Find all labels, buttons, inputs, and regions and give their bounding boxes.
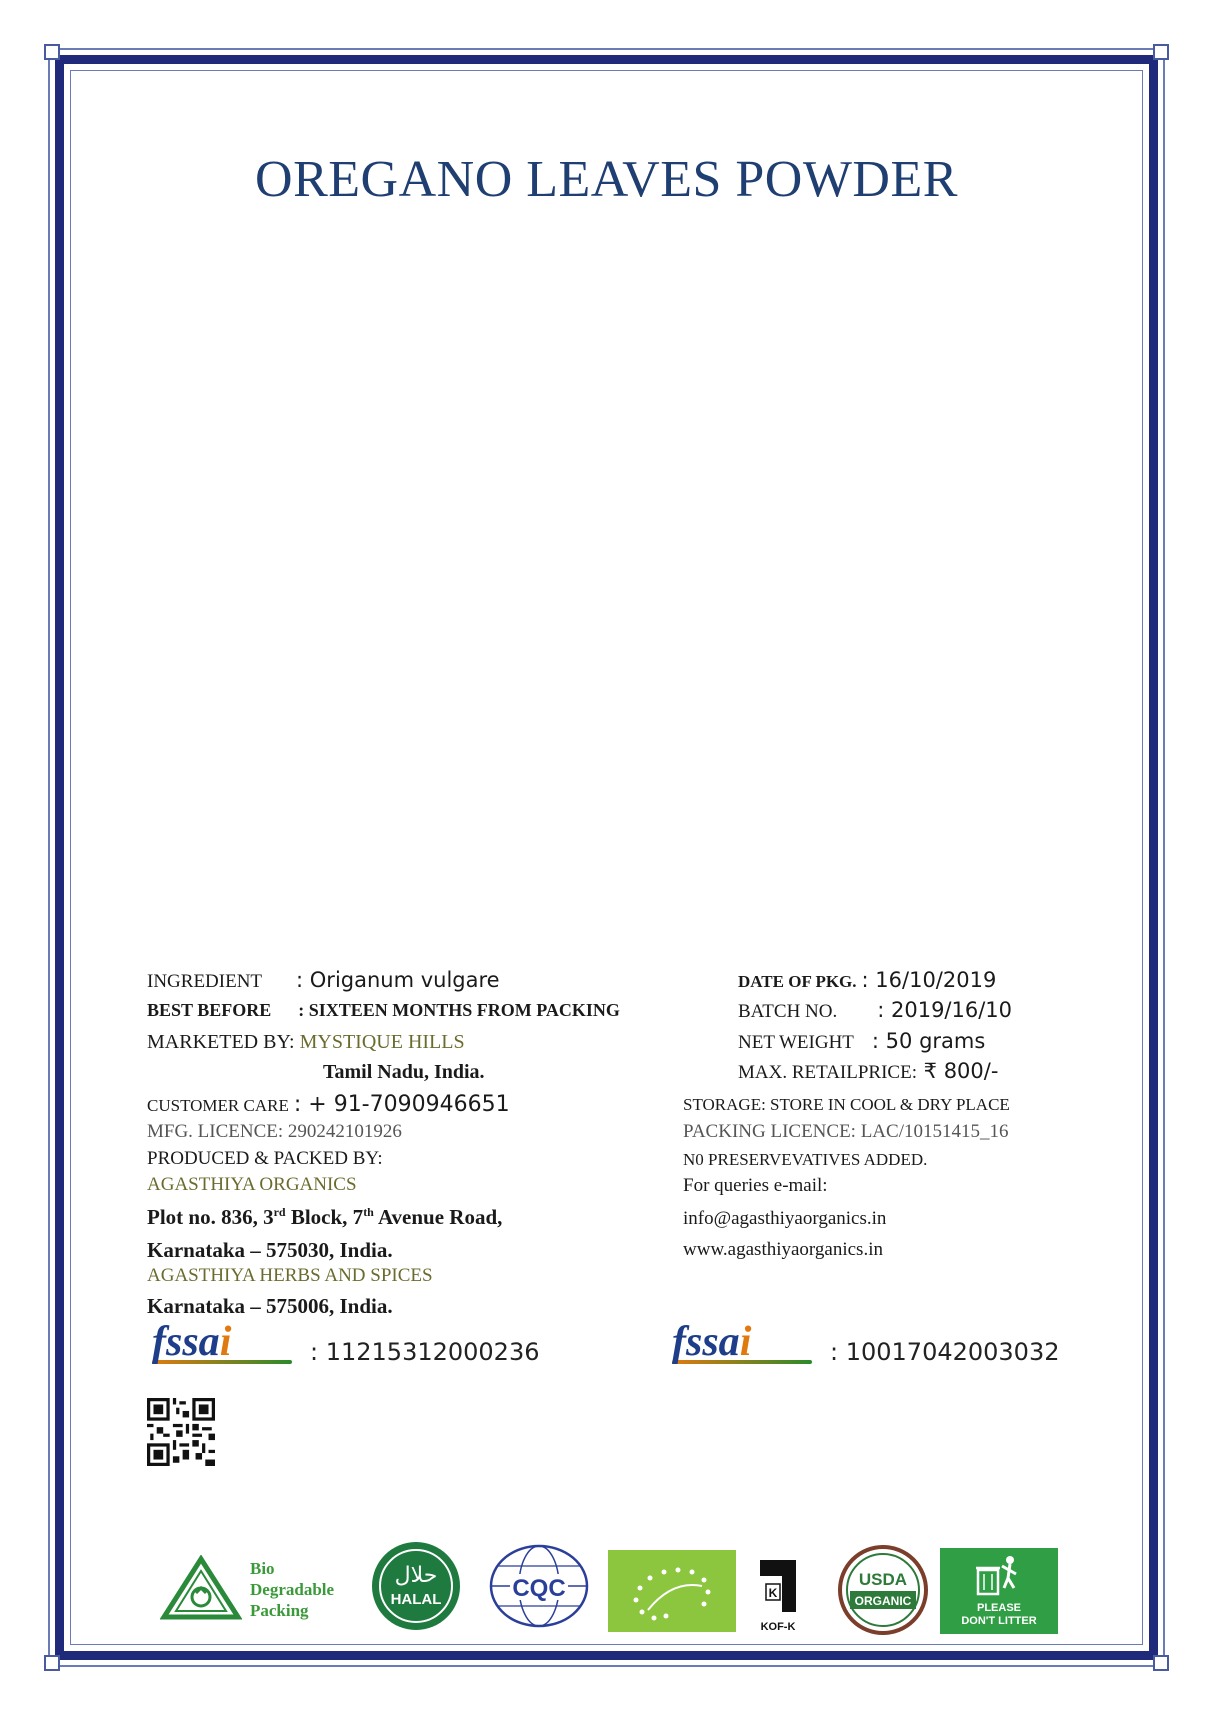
marketed-location: Tamil Nadu, India. bbox=[323, 1061, 485, 1083]
date-label: DATE OF PKG. bbox=[738, 972, 857, 991]
usda-organic-logo bbox=[838, 1545, 928, 1635]
kof-k-logo bbox=[752, 1554, 804, 1634]
corner-ornament bbox=[44, 44, 60, 60]
produced-label: PRODUCED & PACKED BY: bbox=[147, 1148, 383, 1169]
net-weight-row bbox=[738, 1029, 985, 1054]
product-title: OREGANO LEAVES POWDER bbox=[255, 151, 958, 208]
marketed-row bbox=[147, 1031, 465, 1054]
halal-logo bbox=[370, 1540, 462, 1632]
email-link[interactable]: info@agasthiyaorganics.in bbox=[683, 1208, 887, 1229]
storage-note: STORAGE: STORE IN COOL & DRY PLACE bbox=[683, 1095, 1010, 1114]
dont-litter-logo: PLEASE DON'T LITTER bbox=[940, 1548, 1058, 1634]
biodegradable-label: Bio Degradable Packing bbox=[250, 1559, 335, 1620]
corner-ornament bbox=[1153, 44, 1169, 60]
producer-address-line2: Karnataka – 575030, India. bbox=[147, 1238, 393, 1262]
fssai-number-right: : 10017042003032 bbox=[830, 1338, 1060, 1366]
second-producer-name: AGASTHIYA HERBS AND SPICES bbox=[147, 1265, 433, 1286]
customer-care-row bbox=[147, 1092, 510, 1117]
customer-care-value: : + 91-7090946651 bbox=[293, 1092, 510, 1117]
fssai-logo-right: fssai bbox=[672, 1318, 822, 1364]
customer-care-label: CUSTOMER CARE bbox=[147, 1096, 289, 1115]
svg-text:KOF-K: KOF-K bbox=[760, 1621, 796, 1633]
marketed-value: MYSTIQUE HILLS bbox=[294, 1031, 465, 1053]
best-before-label: BEST BEFORE bbox=[147, 1000, 272, 1020]
mrp-row bbox=[738, 1059, 998, 1084]
trash-bin-icon bbox=[974, 1554, 1024, 1598]
net-weight-label: NET WEIGHT bbox=[738, 1032, 854, 1053]
svg-text:USDA: USDA bbox=[858, 1570, 908, 1589]
mrp-label: MAX. RETAILPRICE: bbox=[738, 1062, 917, 1083]
batch-row bbox=[738, 998, 1012, 1023]
batch-value: : 2019/16/10 bbox=[877, 998, 1013, 1022]
batch-label: BATCH NO. bbox=[738, 1001, 838, 1022]
website-link[interactable]: www.agasthiyaorganics.in bbox=[683, 1239, 883, 1260]
preservatives-note: N0 PRESERVEVATIVES ADDED. bbox=[683, 1150, 928, 1169]
svg-text:K: K bbox=[768, 1586, 778, 1600]
mrp-value: ₹ 800/- bbox=[916, 1059, 999, 1083]
ingredient-label: INGREDIENT bbox=[147, 971, 263, 992]
second-producer-address: Karnataka – 575006, India. bbox=[147, 1294, 393, 1318]
marketed-label: MARKETED BY: bbox=[147, 1031, 295, 1053]
date-value: : 16/10/2019 bbox=[861, 968, 997, 992]
eu-organic-leaf-logo bbox=[608, 1550, 736, 1632]
cqc-logo bbox=[488, 1542, 590, 1630]
producer-name: AGASTHIYA ORGANICS bbox=[147, 1174, 357, 1195]
svg-text:CQC: CQC bbox=[512, 1575, 566, 1602]
best-before-row bbox=[147, 1000, 620, 1021]
corner-ornament bbox=[44, 1655, 60, 1671]
corner-ornament bbox=[1153, 1655, 1169, 1671]
packing-licence: PACKING LICENCE: LAC/10151415_16 bbox=[683, 1121, 1009, 1142]
producer-address-line1: Plot no. 836, 3rd Block, 7th Avenue Road, bbox=[147, 1205, 503, 1229]
page-border-inner bbox=[70, 70, 1143, 1645]
fssai-number-left: : 11215312000236 bbox=[310, 1338, 540, 1366]
fssai-logo-left: fssai bbox=[152, 1318, 302, 1364]
svg-text:HALAL: HALAL bbox=[390, 1591, 442, 1608]
queries-label: For queries e-mail: bbox=[683, 1175, 828, 1196]
qr-code bbox=[147, 1398, 215, 1466]
mfg-licence: MFG. LICENCE: 290242101926 bbox=[147, 1121, 402, 1142]
best-before-value: : SIXTEEN MONTHS FROM PACKING bbox=[298, 1000, 620, 1020]
date-row bbox=[738, 968, 996, 993]
ingredient-value: : Origanum vulgare bbox=[296, 968, 500, 992]
svg-text:ORGANIC: ORGANIC bbox=[854, 1594, 912, 1608]
ingredient-row bbox=[147, 968, 500, 993]
recycle-icon bbox=[160, 1555, 242, 1621]
svg-text:حلال: حلال bbox=[394, 1563, 438, 1588]
net-weight-value: : 50 grams bbox=[871, 1029, 986, 1053]
